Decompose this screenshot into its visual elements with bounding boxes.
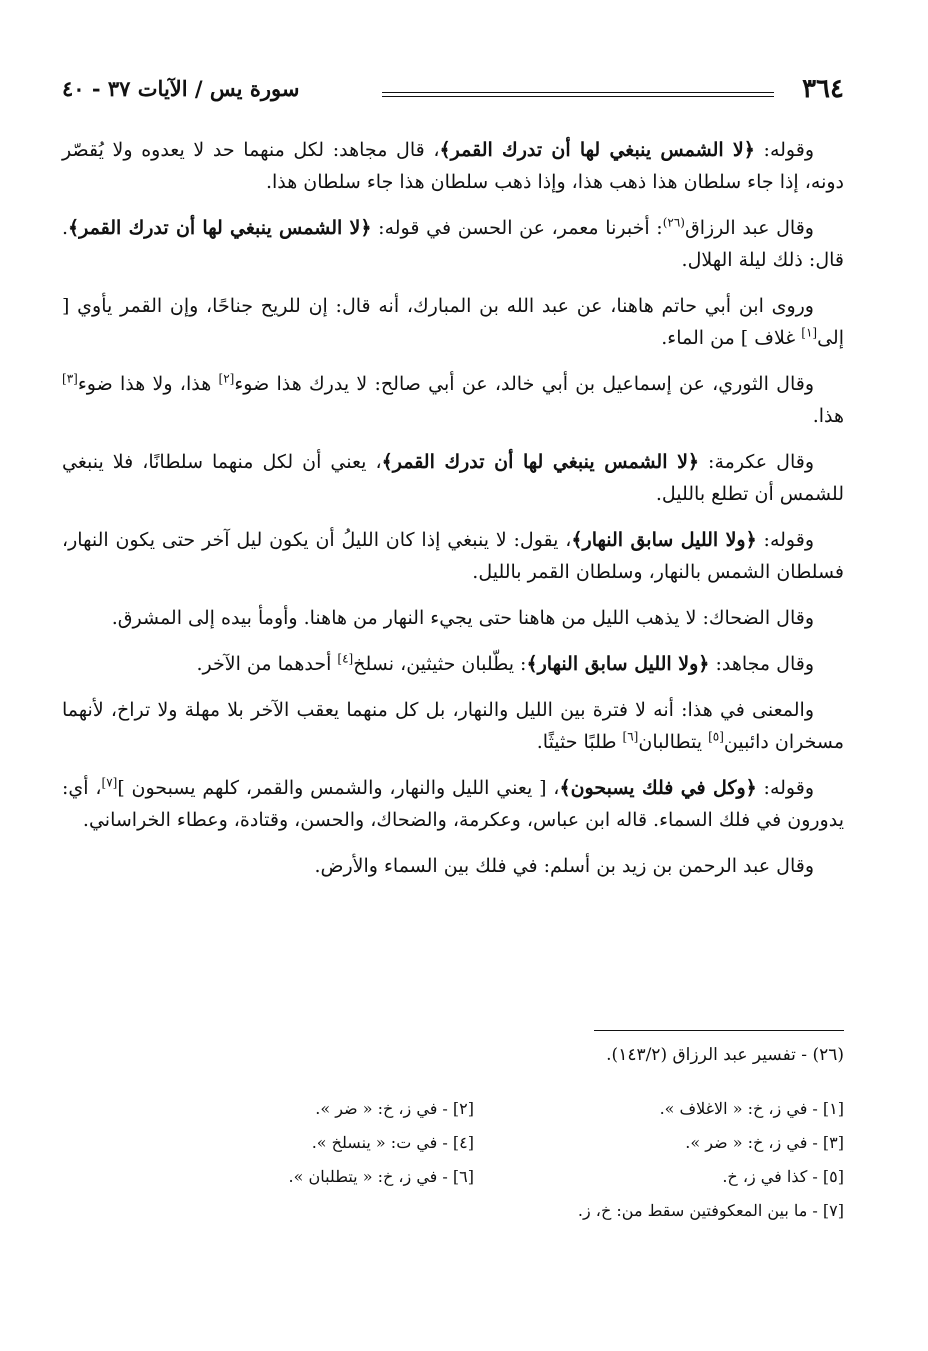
quran-verse: ﴿لا الشمس ينبغي لها أن تدرك القمر﴾ <box>439 139 755 161</box>
paragraph: والمعنى في هذا: أنه لا فترة بين الليل والنهار، بل كل منهما يعقب الآخر بلا مهلة ولا تراخ، لأنهما مسخران دائبين[٥] يتطالبان[٦] طلبًا حثيثًا. <box>62 699 844 753</box>
note: [٥] - كذا في ز، خ. <box>722 1167 844 1186</box>
quran-verse: ﴿وكل في فلك يسبحون﴾ <box>559 777 757 799</box>
paragraph: وقوله: ﴿لا الشمس ينبغي لها أن تدرك القمر﴾، قال مجاهد: لكل منهما حد لا يعدوه ولا يُقصّر دونه، إذا جاء سلطان هذا ذهب هذا، وإذا ذهب سلطان هذا جاء سلطان هذا. <box>62 139 844 193</box>
paragraph: وقال عكرمة: ﴿لا الشمس ينبغي لها أن تدرك القمر﴾، يعني أن لكل منهما سلطانًا، فلا ينبغي للشمس أن تطلع بالليل. <box>62 451 844 505</box>
note: [١] - في ز، خ: « الاغلاف ». <box>659 1099 844 1118</box>
note: [٧] - ما بين المعكوفتين سقط من: خ، ز. <box>577 1201 844 1220</box>
footnote-rule <box>594 1030 844 1031</box>
quran-verse: ﴿لا الشمس ينبغي لها أن تدرك القمر﴾ <box>68 217 372 239</box>
paragraph: وقوله: ﴿ولا الليل سابق النهار﴾، يقول: لا ينبغي إذا كان الليلُ أن يكون ليل آخر حتى يكون النهار، فسلطان الشمس بالنهار، وسلطان القمر بالليل. <box>62 529 844 583</box>
footnote-ref: [٢] <box>218 371 235 386</box>
note-row <box>62 1126 844 1160</box>
footnote-ref: [٤] <box>337 651 354 666</box>
paragraph: وقال الثوري، عن إسماعيل بن أبي خالد، عن أبي صالح: لا يدرك هذا ضوء[٢] هذا، ولا هذا ضوء[٣] هذا. <box>62 371 844 427</box>
paragraph: وقال الضحاك: لا يذهب الليل من هاهنا حتى يجيء النهار من هاهنا. وأومأ بيده إلى المشرق. <box>111 607 814 629</box>
note-row <box>62 1194 844 1228</box>
quran-verse: ﴿ولا الليل سابق النهار﴾ <box>526 653 710 675</box>
note: [٦] - في ز، خ: « يتطلبان ». <box>288 1167 474 1186</box>
footnote-ref: [٦] <box>622 729 639 744</box>
note <box>104 1194 474 1228</box>
paragraph: وقال مجاهد: ﴿ولا الليل سابق النهار﴾: يطّلبان حثيثين، نسلخ[٤] أحدهما من الآخر. <box>196 651 814 675</box>
footnote-source: (٢٦) - تفسير عبد الرزاق (١٤٣/٢). <box>606 1045 844 1065</box>
note-row <box>62 1160 844 1194</box>
quran-verse: ﴿ولا الليل سابق النهار﴾ <box>571 529 757 551</box>
note: [٢] - في ز، خ: « ضر ». <box>315 1099 474 1118</box>
paragraph: وقال عبد الرزاق$^{(٢٦)}$: أخبرنا معمر، عن الحسن في قوله: ﴿لا الشمس ينبغي لها أن تدرك القمر﴾. قال: ذلك ليلة الهلال. <box>62 215 844 271</box>
page-header <box>62 74 844 114</box>
footnote-ref: [٥] <box>708 729 724 744</box>
footnote-ref: (٢٦) <box>662 215 685 230</box>
body-text <box>62 134 844 896</box>
paragraph: وقوله: ﴿وكل في فلك يسبحون﴾، [ يعني الليل والنهار، والشمس والقمر، كلهم يسبحون ][٧]، أي: يدورون في فلك السماء. قاله ابن عباس، وعكرمة، والضحاك، والحسن، وقتادة، وعطاء الخراساني. <box>62 775 844 831</box>
quran-verse: ﴿لا الشمس ينبغي لها أن تدرك القمر﴾ <box>381 451 700 473</box>
footnote-ref: [١] <box>801 325 818 340</box>
running-title: سورة يس / الآيات ٣٧ - ٤٠ <box>62 76 300 101</box>
paragraph: وروى ابن أبي حاتم هاهنا، عن عبد الله بن المبارك، أنه قال: إن للريح جناحًا، وإن القمر يأوي [ إلى[١] غلاف ] من الماء. <box>62 295 844 349</box>
page-number: ٣٦٤ <box>802 74 844 104</box>
footnote-ref: [٧] <box>101 775 118 790</box>
note-row <box>62 1092 844 1126</box>
header-rule <box>382 92 774 97</box>
paragraph: وقال عبد الرحمن بن زيد بن أسلم: في فلك بين السماء والأرض. <box>314 855 814 877</box>
note: [٤] - في ت: « ينسلخ ». <box>311 1133 474 1152</box>
apparatus-notes <box>62 1092 844 1228</box>
note: [٣] - في ز، خ: « ضر ». <box>685 1133 844 1152</box>
footnote-ref: [٣] <box>62 371 78 386</box>
